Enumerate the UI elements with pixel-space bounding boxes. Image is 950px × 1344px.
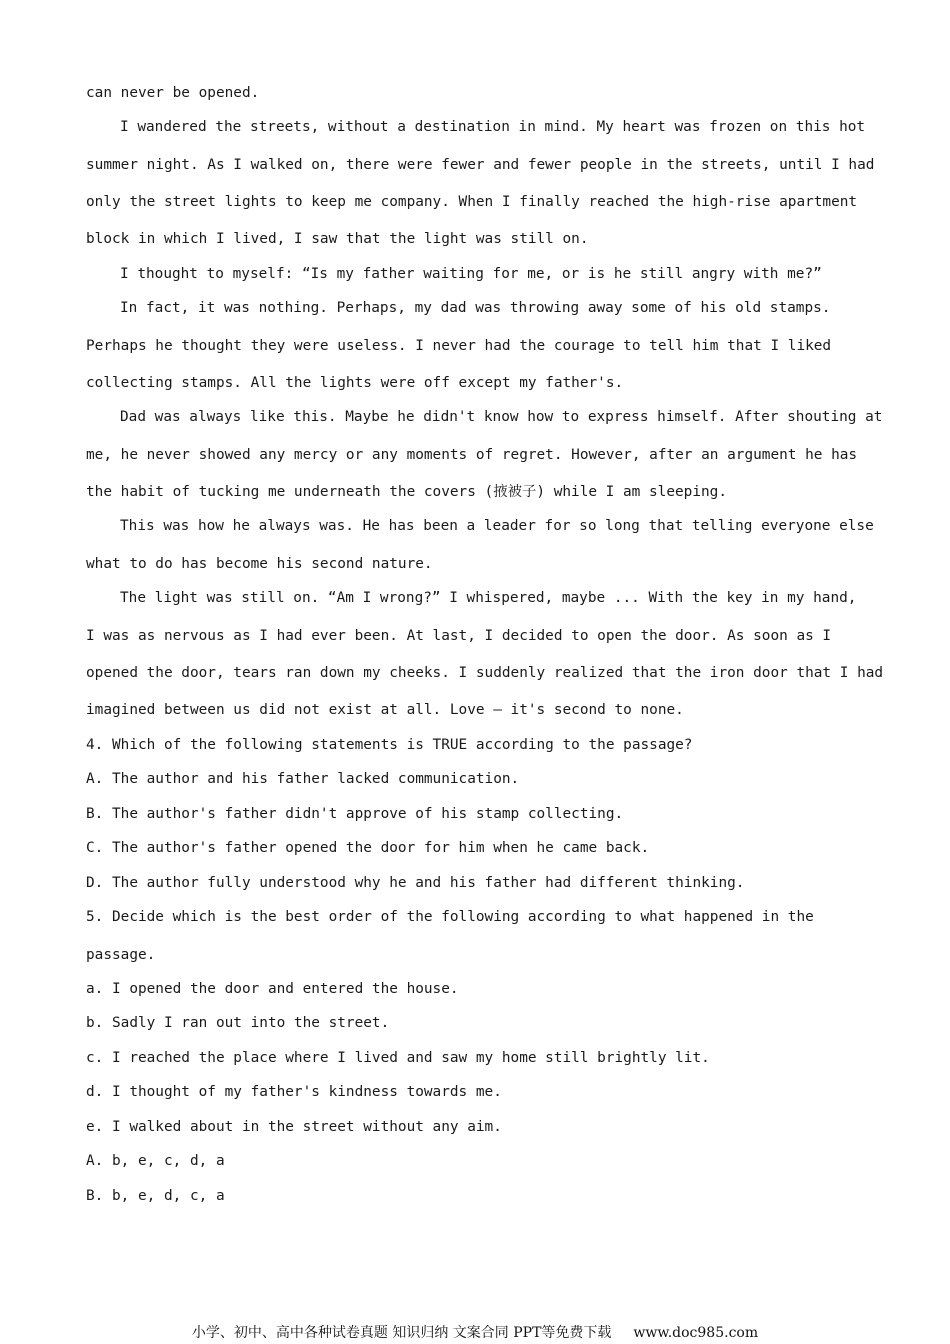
event-b: b. Sadly I ran out into the street. <box>86 1015 390 1031</box>
option-d: D. The author fully understood why he and his father had different thinking. <box>86 875 745 891</box>
event-e: e. I walked about in the street without any aim. <box>86 1119 502 1135</box>
text-line: block in which I lived, I saw that the light was still on. <box>86 231 589 247</box>
option-c: C. The author's father opened the door for him when he came back. <box>86 840 650 856</box>
event-a: a. I opened the door and entered the house. <box>86 981 459 997</box>
answer-option-b: B. b, e, d, c, a <box>86 1188 225 1204</box>
text-line: what to do has become his second nature. <box>86 556 433 572</box>
text-line: collecting stamps. All the lights were off except my father's. <box>86 375 624 391</box>
event-c: c. I reached the place where I lived and saw my home still brightly lit. <box>86 1050 710 1066</box>
text-line: the habit of tucking me underneath the covers (掖被子) while I am sleeping. <box>86 484 727 500</box>
text-line: imagined between us did not exist at all. Love — it's second to none. <box>86 702 684 718</box>
paragraph-line: The light was still on. “Am I wrong?” I whispered, maybe ... With the key in my hand, <box>120 590 857 606</box>
answer-option-a: A. b, e, c, d, a <box>86 1153 225 1169</box>
paragraph-line: Dad was always like this. Maybe he didn't know how to express himself. After shouting at <box>120 409 883 425</box>
page-footer <box>0 1324 950 1342</box>
paragraph-line: I thought to myself: “Is my father waiting for me, or is he still angry with me?” <box>120 266 822 282</box>
paragraph-line: In fact, it was nothing. Perhaps, my dad was throwing away some of his old stamps. <box>120 300 831 316</box>
text-line: me, he never showed any mercy or any moments of regret. However, after an argument he has <box>86 447 858 463</box>
event-d: d. I thought of my father's kindness towards me. <box>86 1084 502 1100</box>
text-line: summer night. As I walked on, there were fewer and fewer people in the streets, until I had <box>86 157 875 173</box>
text-line: I was as nervous as I had ever been. At last, I decided to open the door. As soon as I <box>86 628 832 644</box>
text-line: opened the door, tears ran down my cheeks. I suddenly realized that the iron door that I had <box>86 665 884 681</box>
paragraph-line: This was how he always was. He has been a leader for so long that telling everyone else <box>120 518 874 534</box>
paragraph-line: I wandered the streets, without a destination in mind. My heart was frozen on this hot <box>120 119 866 135</box>
text-line: can never be opened. <box>86 85 260 101</box>
question-4: 4. Which of the following statements is TRUE according to the passage? <box>86 737 693 753</box>
footer-url[interactable]: www.doc985.com <box>633 1325 759 1341</box>
question-5: 5. Decide which is the best order of the following according to what happened in the <box>86 909 814 925</box>
text-line: Perhaps he thought they were useless. I never had the courage to tell him that I liked <box>86 338 832 354</box>
option-a: A. The author and his father lacked communication. <box>86 771 520 787</box>
text-line: only the street lights to keep me company. When I finally reached the high-rise apartment <box>86 194 858 210</box>
option-b: B. The author's father didn't approve of his stamp collecting. <box>86 806 624 822</box>
question-5-cont: passage. <box>86 947 156 963</box>
footer-text: 小学、初中、高中各种试卷真题 知识归纳 文案合同 PPT等免费下载 <box>191 1325 612 1341</box>
